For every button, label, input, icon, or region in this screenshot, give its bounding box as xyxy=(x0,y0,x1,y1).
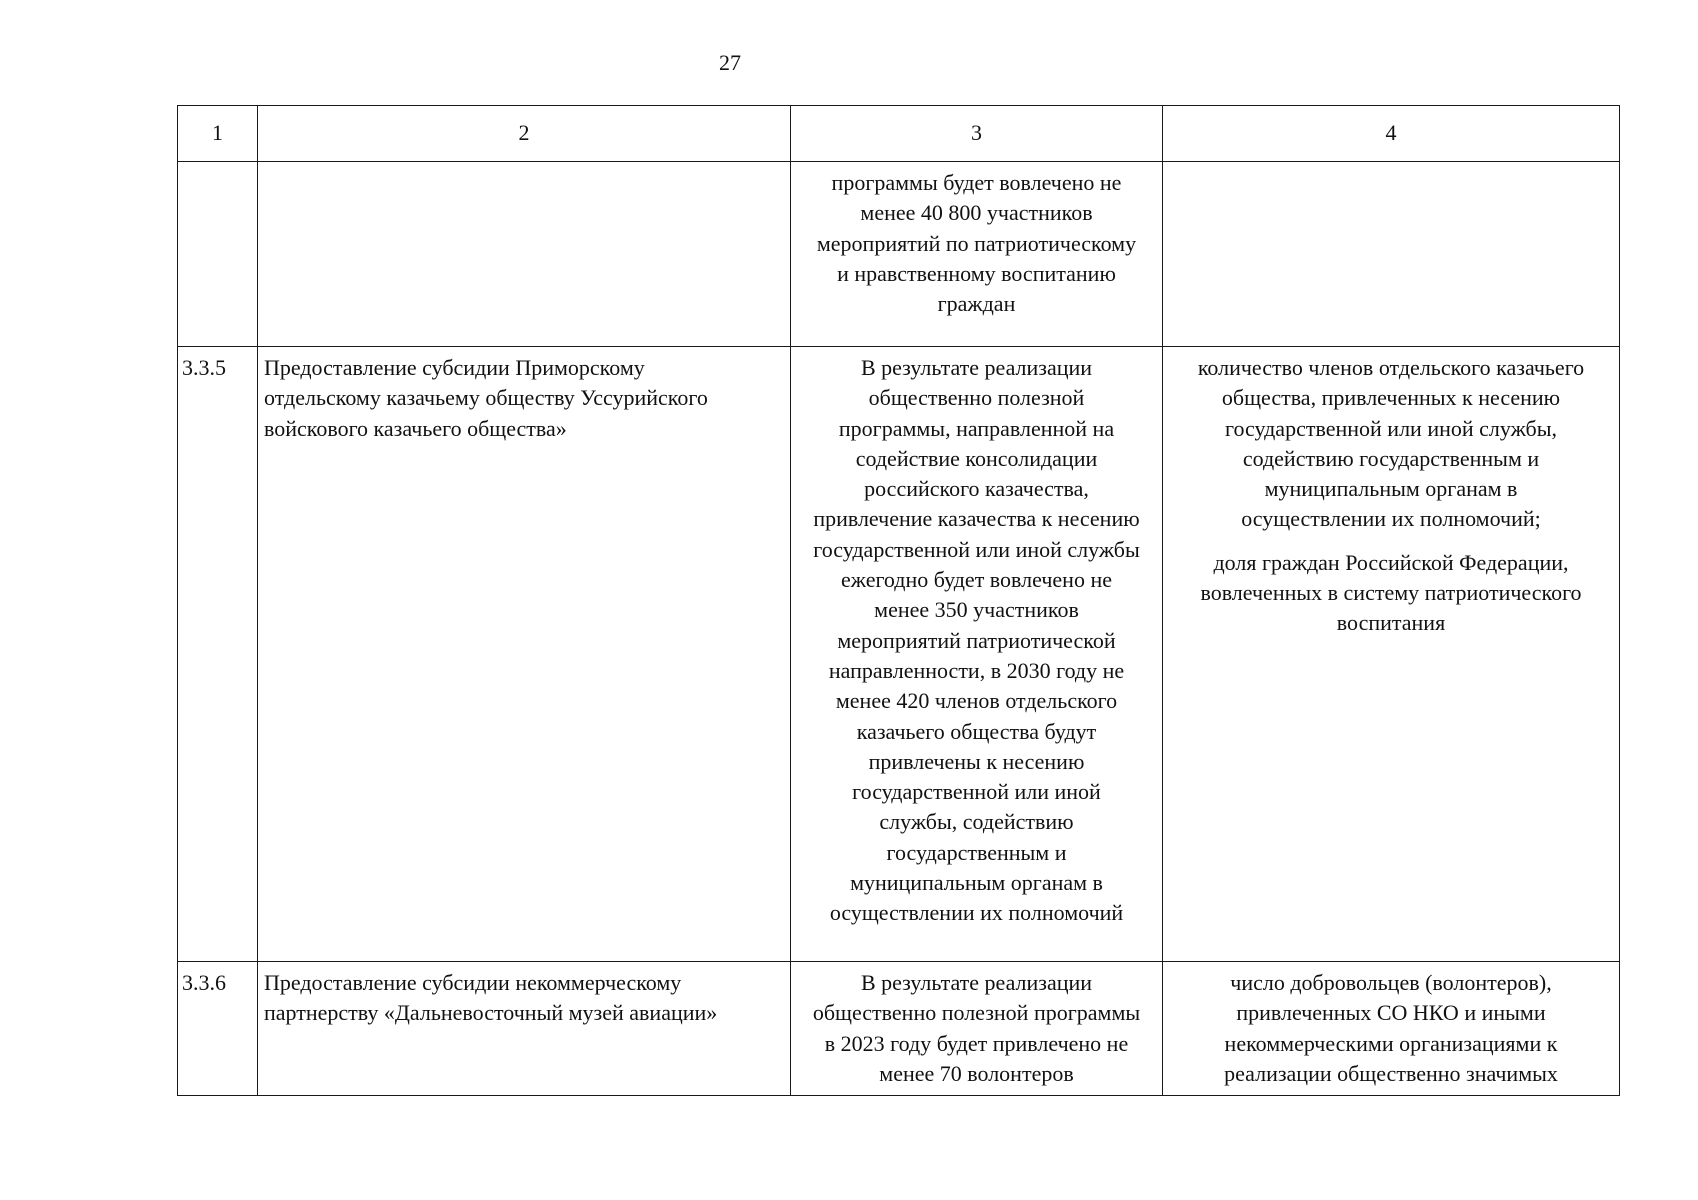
row-number-cell xyxy=(178,962,258,1096)
indicator-cell xyxy=(1163,347,1620,962)
expected-result-cell xyxy=(791,347,1163,962)
table-row xyxy=(178,347,1620,962)
indicator-text: количество членов отдельского казачьего общества, привлеченных к несению государственной или иной службы, содействию государственным и муниципальным органам в осуществлении их полномочий; xyxy=(1197,355,1585,532)
measures-table xyxy=(177,105,1620,1096)
row-number-cell xyxy=(178,162,258,347)
indicator-cell xyxy=(1163,962,1620,1096)
table-row xyxy=(178,962,1620,1096)
expected-result-text: программы будет вовлечено не менее 40 800 участников мероприятий по патриотическому и нравственному воспитанию граждан xyxy=(816,170,1137,317)
column-header-1: 1 xyxy=(178,106,258,162)
measure-name-cell xyxy=(258,162,791,347)
column-header-3: 3 xyxy=(791,106,1163,162)
row-number: 3.3.5 xyxy=(182,355,226,380)
measure-name-cell xyxy=(258,962,791,1096)
expected-result-cell xyxy=(791,162,1163,347)
expected-result-cell xyxy=(791,962,1163,1096)
table-header-row xyxy=(178,106,1620,162)
indicator-text: число добровольцев (волонтеров), привлеченных СО НКО и иными некоммерческими организациями к реализации общественно значимых xyxy=(1224,970,1558,1086)
page-number: 27 xyxy=(719,50,741,75)
measure-name-cell xyxy=(258,347,791,962)
row-number-cell xyxy=(178,347,258,962)
measure-name: Предоставление субсидии некоммерческому партнерству «Дальневосточный музей авиации» xyxy=(264,970,718,1026)
expected-result-text: В результате реализации общественно полезной программы в 2023 году будет привлечено не менее 70 волонтеров xyxy=(812,970,1141,1086)
table-row-continuation xyxy=(178,162,1620,347)
expected-result-text: В результате реализации общественно полезной программы, направленной на содействие консолидации российского казачества, привлечение казачества к несению государственной или иной службы ежегодно будет вовлечено не менее 350 участников мероприятий патриотической направленности, в 2030 году не менее 420 членов отдельского казачьего общества будут привлечены к несению государственной или иной службы, содействию государственным и муниципальным органам в осуществлении их полномочий xyxy=(813,355,1140,926)
measure-name: Предоставление субсидии Приморскому отдельскому казачьему обществу Уссурийского войскового казачьего общества» xyxy=(264,355,708,441)
column-header-2: 2 xyxy=(258,106,791,162)
row-number: 3.3.6 xyxy=(182,970,226,995)
column-header-4: 4 xyxy=(1163,106,1620,162)
indicator-cell xyxy=(1163,162,1620,347)
indicator-text: доля граждан Российской Федерации, вовлеченных в систему патриотического воспитания xyxy=(1200,549,1582,636)
